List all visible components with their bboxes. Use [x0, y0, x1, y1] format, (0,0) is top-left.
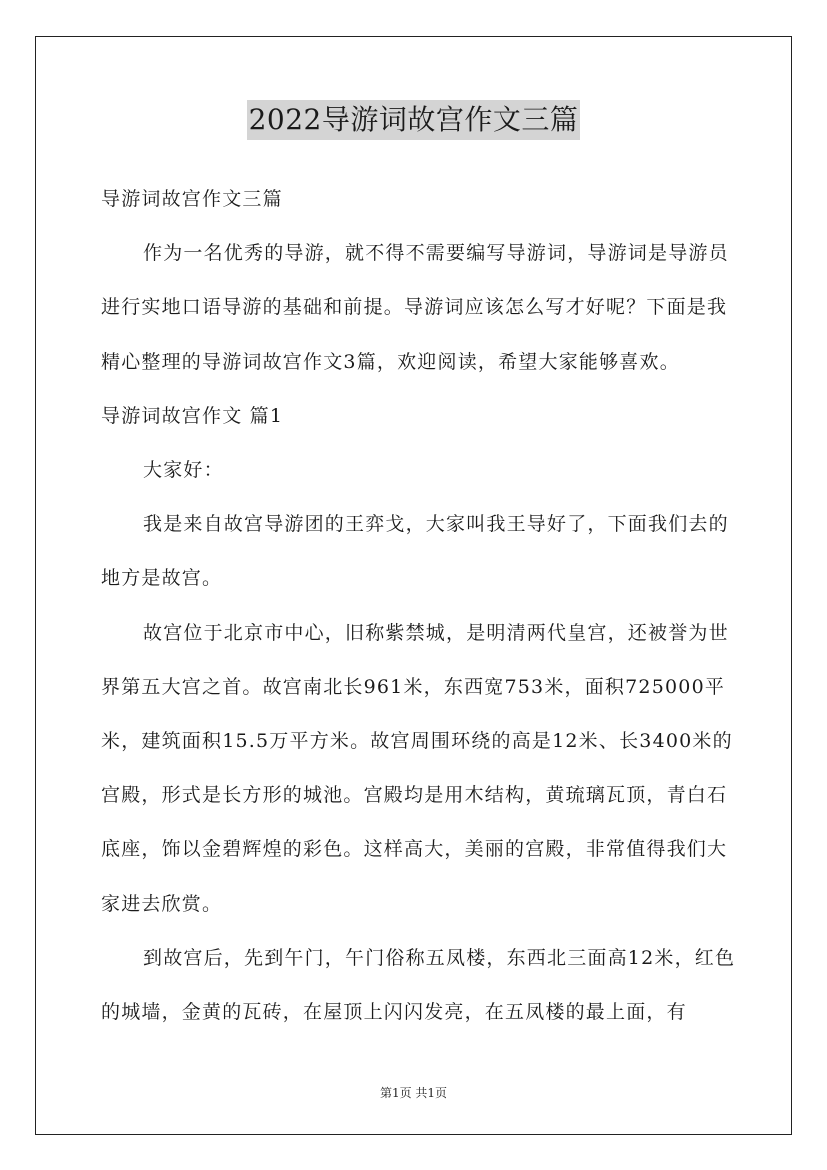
section-heading: 导游词故宫作文 篇1 — [101, 404, 284, 427]
document-title: 2022导游词故宫作文三篇 — [247, 100, 581, 140]
paragraph: 导游词故宫作文三篇 — [101, 188, 283, 210]
paragraph: 到故宫后，先到午门，午门俗称五凤楼，东西北三面高12米，红色的城墙，金黄的瓦砖，在屋顶上闪闪发亮，在五凤楼的最上面，有 — [101, 946, 736, 1024]
title-container — [0, 100, 827, 140]
document-body — [101, 172, 741, 1039]
page-footer: 第1页 共1页 — [379, 1086, 448, 1100]
paragraph: 大家好： — [143, 459, 224, 482]
paragraph: 我是来自故宫导游团的王弈戈，大家叫我王导好了，下面我们去的地方是故宫。 — [101, 513, 729, 590]
paragraph: 作为一名优秀的导游，就不得不需要编写导游词，导游词是导游员进行实地口语导游的基础和前提。导游词应该怎么写才好呢？下面是我精心整理的导游词故宫作文3篇，欢迎阅读，希望大家能够喜欢。 — [101, 242, 729, 373]
paragraph: 故宫位于北京市中心，旧称紫禁城，是明清两代皇宫，还被誉为世界第五大宫之首。故宫南北长961米，东西宽753米，面积725000平米，建筑面积15.5万平方米。故宫周围环绕的高是12米、长3400米的宫殿，形式是长方形的城池。宫殿均是用木结构，黄琉璃瓦顶，青白石底座，饰以金碧辉煌的彩色。这样高大，美丽的宫殿，非常值得我们大家进去欣赏。 — [101, 621, 733, 915]
